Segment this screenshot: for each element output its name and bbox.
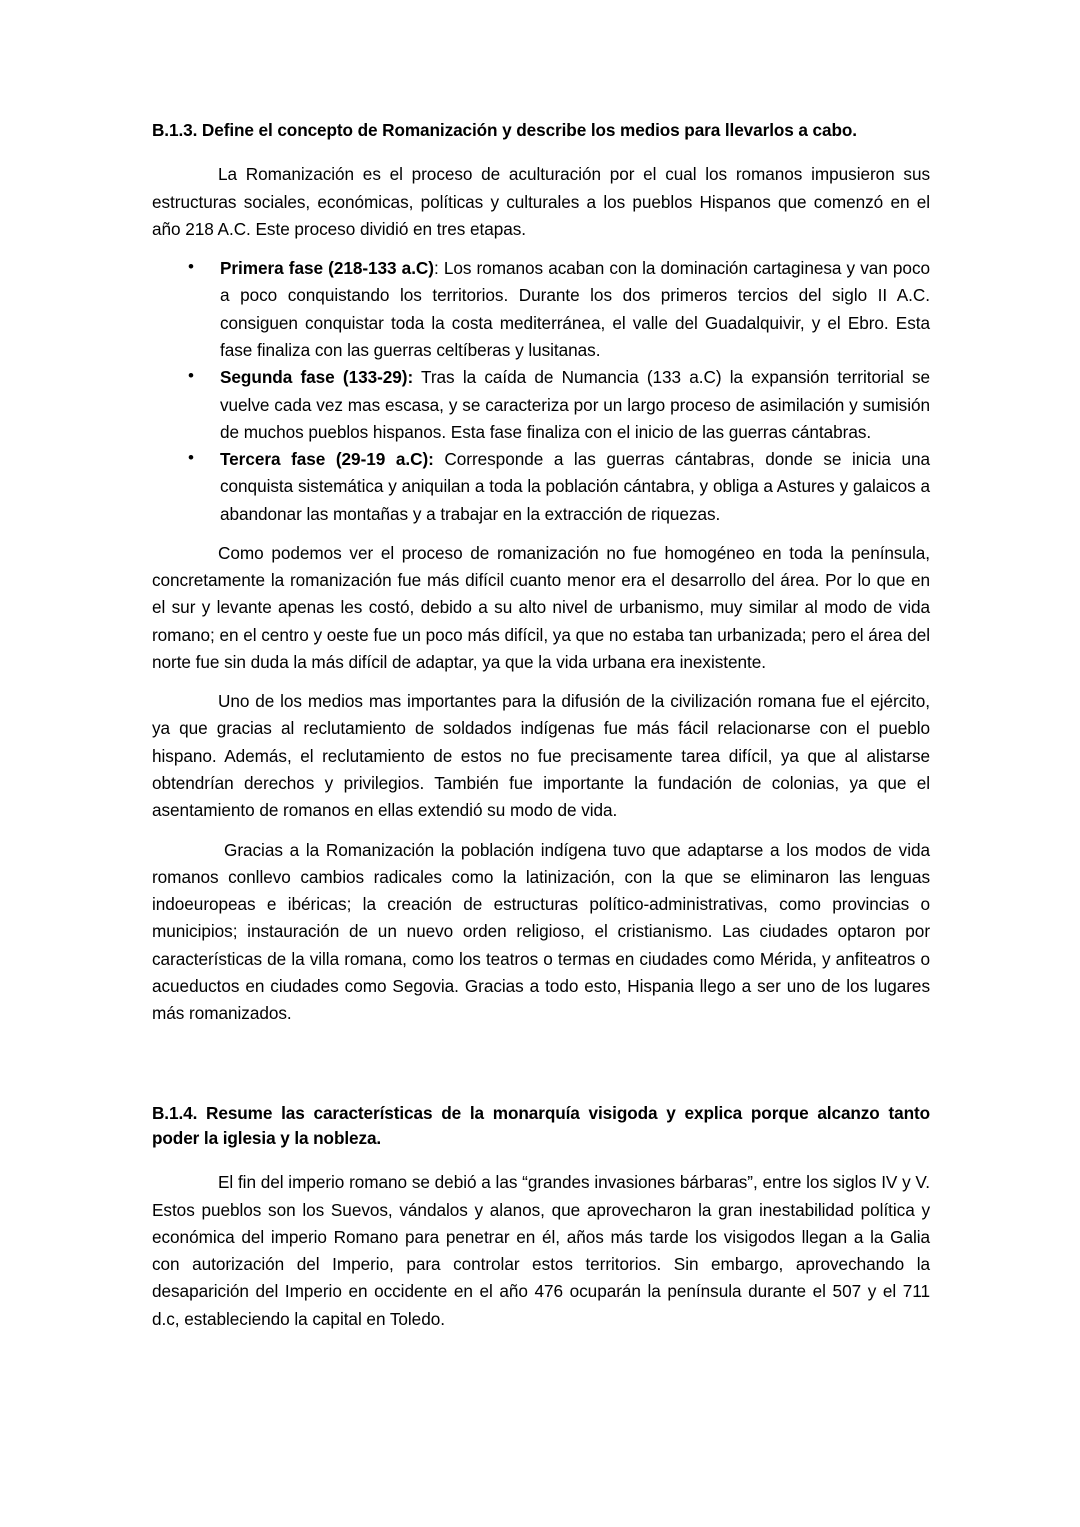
spacer <box>152 1150 930 1169</box>
spacer <box>152 825 930 837</box>
spacer <box>152 528 930 540</box>
phase-label: Tercera fase (29-19 a.C): <box>220 449 434 470</box>
spacer <box>152 1027 930 1101</box>
paragraph-ejercito: Uno de los medios mas importantes para la difusión de la civilización romana fue el ejército, ya que gracias al reclutamiento de soldados indígenas fue más fácil relacionarse con el pueblo hispano. Además, el reclutamiento de estos no fue precisamente tarea difícil, ya que al alistarse obtendrían derechos y privilegios. También fue importante la fundación de colonias, ya que el asentamiento de romanos en ellas extendió su modo de vida. <box>152 691 930 821</box>
phase-text: Tras la caída de Numancia (133 a.C) la expansión territorial se vuelve cada vez mas escasa, y se caracteriza por un largo proceso de asimilación y sumisión de muchos pueblos hispanos. Esta fase finaliza con el inicio de las guerras cántabras. <box>220 367 930 442</box>
paragraph-homogeneidad: Como podemos ver el proceso de romanización no fue homogéneo en toda la península, concretamente la romanización fue más difícil cuanto menor era el desarrollo del área. Por lo que en el sur y levante apenas les costó, debido a su alto nivel de urbanismo, muy similar al modo de vida romano; en el centro y oeste fue un poco más difícil, ya que no estaba tan urbanizada; pero el área del norte fue sin duda la más difícil de adaptar, ya que la vida urbana era inexistente. <box>152 542 930 672</box>
document-body <box>152 118 930 1333</box>
phase-label: Primera fase (218-133 a.C) <box>220 258 434 279</box>
spacer <box>152 676 930 688</box>
paragraph-romanizacion-intro: La Romanización es el proceso de aculturación por el cual los romanos impusieron sus estructuras sociales, económicas, políticas y culturales a los pueblos Hispanos que comenzó en el año 218 A.C. Este proceso dividió en tres etapas. <box>152 164 930 239</box>
phases-list <box>152 255 930 528</box>
phase-separator: : <box>433 258 439 279</box>
paragraph-cambios: Gracias a la Romanización la población indígena tuvo que adaptarse a los modos de vida romanos conllevo cambios radicales como la latinización, con la que se eliminaron las lenguas indoeuropeas e ibéricas; la creación de estructuras político-administrativas, como provincias o municipios; instauración de un nuevo orden religioso, el cristianismo. Las ciudades optaron por características de la villa romana, como los teatros o termas en ciudades como Mérida, y anfiteatros o acueductos en ciudades como Segovia. Gracias a todo esto, Hispania llego a ser uno de los lugares más romanizados. <box>152 839 930 1024</box>
list-item <box>152 446 930 528</box>
heading-b14: B.1.4. Resume las características de la monarquía visigoda y explica porque alcanzo tanto poder la iglesia y la nobleza. <box>152 1103 930 1148</box>
spacer <box>152 243 930 255</box>
phase-text: Los romanos acaban con la dominación cartaginesa y van poco a poco conquistando los territorios. Durante los dos primeros tercios del siglo II A.C. consiguen conquistar toda la costa mediterránea, el valle del Guadalquivir, y el Ebro. Esta fase finaliza con las guerras celtíberas y lusitanas. <box>220 258 930 361</box>
phase-label: Segunda fase (133-29): <box>220 367 414 388</box>
heading-b13: B.1.3. Define el concepto de Romanización y describe los medios para llevarlos a cabo. <box>152 120 857 140</box>
phase-text: Corresponde a las guerras cántabras, donde se inicia una conquista sistemática y aniquilan a toda la población cántabra, y obliga a Astures y galaicos a abandonar las montañas y a trabajar en la extracción de riquezas. <box>220 449 930 524</box>
paragraph-invasiones: El fin del imperio romano se debió a las “grandes invasiones bárbaras”, entre los siglos IV y V. Estos pueblos son los Suevos, vándalos y alanos, que aprovecharon la gran inestabilidad política y económica del imperio Romano para penetrar en él, años más tarde los visigodos llegan a la Galia con autorización del Imperio, para controlar estos territorios. Sin embargo, aprovechando la desaparición del Imperio en occidente en el año 476 ocuparán la península durante el 507 y el 711 d.c, estableciendo la capital en Toledo. <box>152 1172 930 1329</box>
list-item <box>152 255 930 364</box>
list-item <box>152 364 930 446</box>
spacer <box>152 142 930 161</box>
